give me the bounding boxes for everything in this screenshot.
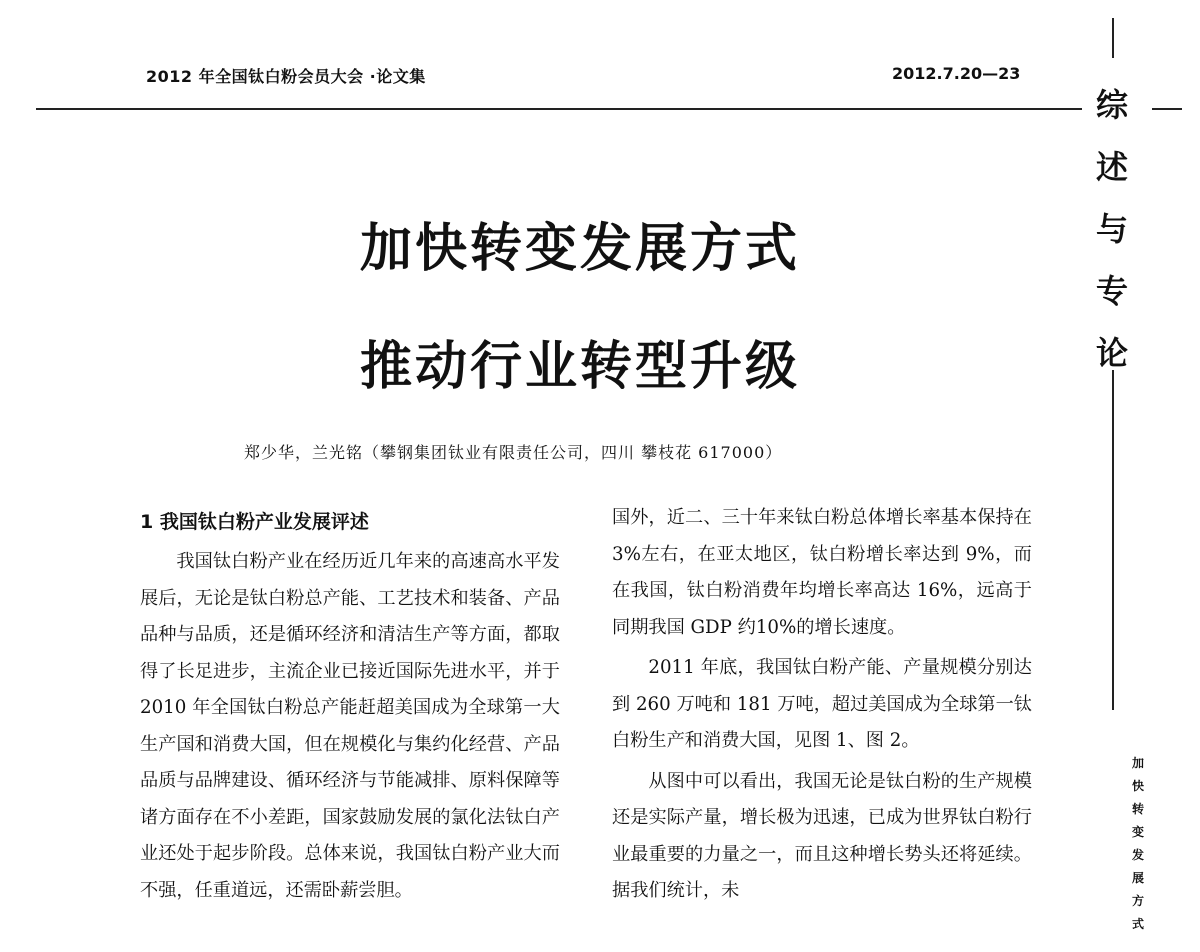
running-title-char: 快 (1131, 779, 1144, 793)
conference-dates: 2012.7.20—23 (892, 64, 1021, 83)
section-label (1090, 74, 1134, 384)
title-line-2: 推动行业转型升级 (359, 337, 800, 397)
title-line-1: 加快转变发展方式 (359, 219, 800, 279)
margin-line-middle (1112, 370, 1114, 710)
section-label-char: 专 (1095, 272, 1128, 310)
right-column (612, 508, 1032, 910)
side-rule (1152, 108, 1182, 110)
conference-header: 2012 年全国钛白粉会员大会 ·论文集 (146, 67, 426, 86)
running-title-char: 发 (1131, 848, 1144, 862)
author-affiliation: 郑少华，兰光铭（攀钢集团钛业有限责任公司，四川 攀枝花 617000） (244, 443, 783, 462)
running-title-char: 加 (1131, 756, 1144, 770)
margin-line-top (1112, 18, 1114, 58)
section-label-char: 述 (1095, 148, 1128, 186)
body-paragraph: 我国钛白粉产业在经历近几年来的高速高水平发展后，无论是钛白粉总产能、工艺技术和装备、产品品种与品质，还是循环经济和清洁生产等方面，都取得了长足进步，主流企业已接近国际先进水平，并于 2010 年全国钛白粉总产能赶超美国成为全球第一大生产国和消费大国，但在规模化与集约化经营、产品品质与品牌建设、循环经济与节能减排、原料保障等诸方面存在不小差距，国家鼓励发展的氯化法钛白产业还处于起步阶段。总体来说，我国钛白粉产业大而不强，任重道远，还需卧薪尝胆。 (140, 551, 560, 901)
section-label-char: 与 (1095, 210, 1128, 248)
running-title-char: 转 (1131, 802, 1144, 816)
running-title-char: 展 (1131, 871, 1144, 885)
section-label-char: 论 (1095, 334, 1128, 372)
section-heading: 1 我国钛白粉产业发展评述 (140, 511, 369, 533)
running-title-char: 变 (1131, 825, 1144, 839)
running-title-char: 式 (1131, 917, 1144, 931)
paper-title (240, 190, 920, 426)
body-paragraph: 从图中可以看出，我国无论是钛白粉的生产规模还是实际产量，增长极为迅速，已成为世界钛白粉行业最重要的力量之一，而且这种增长势头还将延续。据我们统计，未 (612, 770, 1032, 901)
running-title (1124, 752, 1152, 936)
left-column (140, 508, 560, 909)
header-rule (36, 108, 1082, 110)
section-label-char: 综 (1095, 86, 1128, 124)
running-title-char: 方 (1131, 894, 1144, 908)
body-paragraph: 国外，近二、三十年来钛白粉总体增长率基本保持在 3%左右，在亚太地区，钛白粉增长率达到 9%，而在我国，钛白粉消费年均增长率高达 16%，远高于同期我国 GDP 约10%的增长速度。 (612, 507, 1032, 638)
body-paragraph: 2011 年底，我国钛白粉产能、产量规模分别达到 260 万吨和 181 万吨，超过美国成为全球第一钛白粉生产和消费大国，见图 1、图 2。 (612, 657, 1032, 751)
